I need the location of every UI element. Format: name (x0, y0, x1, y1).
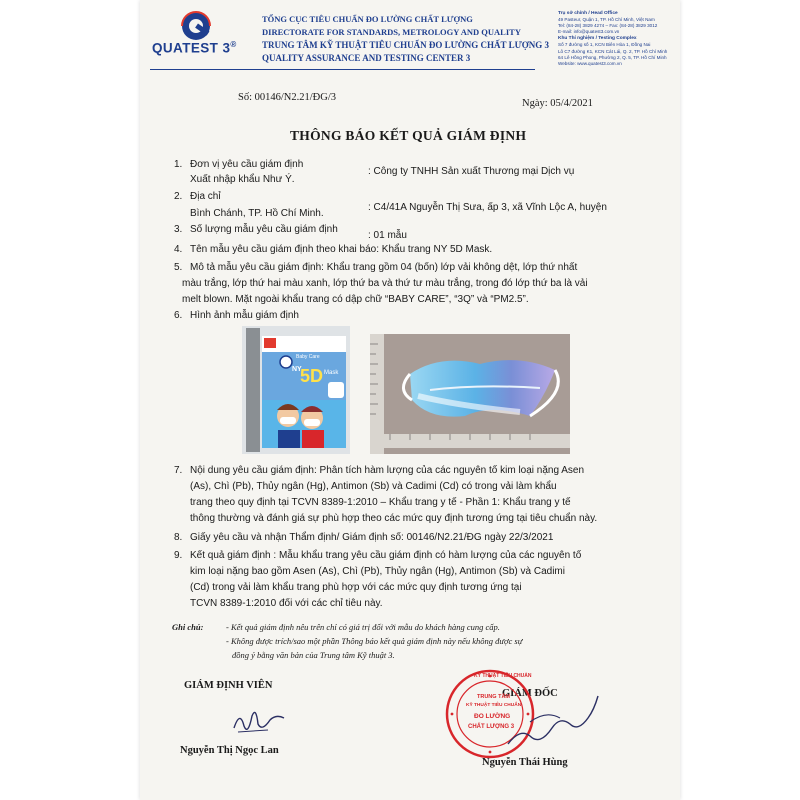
item-5-line-2: màu trắng, lớp thứ hai màu xanh, lớp thứ ba và thứ tư màu trắng, trong đó lớp thứ ba là vải (182, 278, 588, 289)
stamp-ring-text: KỸ THUẬT TIÊU CHUẨN (474, 673, 532, 679)
item-2-label: Địa chỉ (190, 191, 221, 202)
item-2-label-cont: Bình Chánh, TP. Hồ Chí Minh. (190, 208, 324, 219)
sample-mask-photo (370, 334, 570, 454)
director-title: GIÁM ĐỐC (502, 688, 558, 699)
org-line-4: QUALITY ASSURANCE AND TESTING CENTER 3 (262, 53, 471, 63)
stamp-line-1: TRUNG TÂM (477, 694, 510, 700)
item-2-value: : C4/41A Nguyễn Thị Sưa, ấp 3, xã Vĩnh Lộc A, huyện (368, 202, 607, 213)
box-5d: 5D (300, 366, 324, 386)
notes-label: Ghi chú: (172, 622, 204, 632)
item-1-label-cont: Xuất nhập khẩu Như Ý. (190, 174, 295, 185)
stamp-line-4: CHẤT LƯỢNG 3 (468, 724, 515, 730)
box-title: NY (292, 366, 302, 373)
inspector-name: Nguyễn Thị Ngọc Lan (180, 745, 279, 756)
item-7-line-2: (As), Chì (Pb), Thủy ngân (Hg), Antimon (Sb) và Cadimi (Cd) có trong vải làm khẩu (190, 481, 557, 492)
header-rule (150, 69, 535, 70)
box-brand: Baby Care (296, 354, 320, 360)
quatest-logo (152, 8, 252, 64)
item-5-line-1: Mô tả mẫu yêu cầu giám định: Khẩu trang gồm 04 (bốn) lớp vải không dệt, lớp thứ nhất (190, 262, 578, 273)
stamp-line-3: ĐO LƯỜNG (474, 713, 511, 720)
item-7-line-3: trang theo quy định tại TCVN 8389-1:2010 – Khẩu trang y tế - Phần 1: Khẩu trang y tế (190, 497, 571, 508)
stamp-line-2: KỸ THUẬT TIÊU CHUẨN (466, 703, 522, 708)
document-page: QUATEST 3® TỔNG CỤC TIÊU CHUẨN ĐO LƯỜNG CHẤT LƯỢNG DIRECTORATE FOR STANDARDS, METROLOGY AND QUALITY TRUNG TÂM KỸ THUẬT TIÊU CHUẨN ĐO LƯỜNG CHẤT LƯỢNG 3 QUALITY ASSURANCE AND TESTING CENTER 3 Trụ sở chính / Head Office 49 Pasteur, Quận 1, TP. Hồ Chí Minh, Việt Nam Tel: (84-28) 3829 4274 – Fax: (84-28) 3829 3012 E-mail: info@quatest3.com.vn Khu Thí nghiệm / Testing Complex Số 7 đường số 1, KCN Biên Hòa 1, Đồng Nai Lô C7 đường K1, KCN Cát Lái, Q. 2, TP. Hồ Chí Minh 64 Lê Hồng Phong, Phường 2, Q. 5, TP. Hồ Chí Minh Website: www.quatest3.com.vn Số: 00146/N2.21/ĐG/3 Ngày: 05/4/2021 THÔNG BÁO KẾT QUẢ GIÁM ĐỊNH 1. Đơn vị yêu cầu giám định : Công ty TNHH Sản xuất Thương mại Dịch vụ Xuất nhập khẩu Như Ý. 2. Địa chỉ : C4/41A Nguyễn Thị Sưa, ấp 3, xã Vĩnh Lộc A, huyện Bình Chánh, TP. Hồ Chí Minh. 3. Số lượng mẫu yêu cầu giám định : 01 mẫu 4. Tên mẫu yêu cầu giám định theo khai báo: Khẩu trang NY 5D Mask. 5. Mô tả mẫu yêu cầu giám định: Khẩu trang gồm 04 (bốn) lớp vải không dệt, lớp thứ nhất màu trắng, lớp thứ hai màu xanh, lớp thứ ba và thứ tư màu trắng, trong đó lớp thứ ba là vải melt blown. Mặt ngoài khẩu trang có dập chữ “BABY CARE”, “3Q” và “PM2.5”. 6. Hình ảnh mẫu giám định Baby Care NY 5D Mask 7. Nội dung yêu cầu giám định: Phân tích hàm lượng của các nguyên tố kim loại nặng Asen (As), Chì (Pb), Thủy ngân (Hg), Antimon (Sb) và Cadimi (Cd) có trong vải làm khẩu trang theo quy định tại TCVN 8389-1:2010 – Khẩu trang y tế - Phần 1: Khẩu trang y tế thông thường và đánh giá sự phù hợp theo các mức quy định tương ứng tại tiêu chuẩn này. 8. Giấy yêu cầu và nhận Thẩm định/ Giám định số: 00146/N2.21/ĐG ngày 22/3/2021 9. Kết quả giám định : Mẫu khẩu trang yêu cầu giám định có hàm lượng của các nguyên tố kim loại nặng bao gồm Asen (As), Chì (Pb), Thủy ngân (Hg), Antimon (Sb) và Cadimi (Cd) trong vải làm khẩu trang phù hợp với các mức quy định tương ứng tại TCVN 8389-1:2010 đối với các chỉ tiêu này. Ghi chú: - Kết quả giám định nêu trên chỉ có giá trị đối với mẫu do khách hàng cung cấp. - Không được trích/sao một phần Thông báo kết quả giám định này nếu không được sự đồng ý bằng văn bản của Trung tâm Kỹ thuật 3. GIÁM ĐỊNH VIÊN Nguyễn Thị Ngọc Lan GIÁM ĐỐC KỸ THUẬT TIÊU CHUẨN TRUNG TÂM KỸ THUẬT TIÊU CHUẨN ĐO LƯỜNG CHẤT LƯỢNG 3 Nguyễn Thái Hùng (0, 0, 800, 800)
document-number: Số: 00146/N2.21/ĐG/3 (238, 92, 337, 103)
note-1: - Kết quả giám định nêu trên chỉ có giá trị đối với mẫu do khách hàng cung cấp. (226, 622, 500, 632)
note-2-cont: đồng ý bằng văn bản của Trung tâm Kỹ thuật 3. (232, 650, 395, 660)
org-line-2: DIRECTORATE FOR STANDARDS, METROLOGY AND QUALITY (262, 27, 521, 37)
item-9-line-2: kim loại nặng bao gồm Asen (As), Chì (Pb), Thủy ngân (Hg), Antimon (Sb) và Cadimi (190, 566, 565, 577)
item-6-text: Hình ảnh mẫu giám định (190, 310, 299, 321)
office-info: Trụ sở chính / Head Office 49 Pasteur, Quận 1, TP. Hồ Chí Minh, Việt Nam Tel: (84-28) 3829 4274 – Fax: (84-28) 3829 3012 E-mail: info@quatest3.com.vn Khu Thí nghiệm / Testing Complex Số 7 đường số 1, KCN Biên Hòa 1, Đồng Nai Lô C7 đường K1, KCN Cát Lái, Q. 2, TP. Hồ Chí Minh 64 Lê Hồng Phong, Phường 2, Q. 5, TP. Hồ Chí Minh Website: www.quatest3.com.vn (558, 11, 668, 66)
logo-wordmark: QUATEST 3® (152, 40, 237, 56)
document-title: THÔNG BÁO KẾT QUẢ GIÁM ĐỊNH (290, 128, 527, 143)
item-9-line-4: TCVN 8389-1:2010 đối với các chỉ tiêu này. (190, 598, 383, 609)
item-9-line-1: Kết quả giám định : Mẫu khẩu trang yêu cầu giám định có hàm lượng của các nguyên tố (190, 550, 582, 561)
director-signature (500, 688, 600, 763)
item-9-line-3: (Cd) trong vải làm khẩu trang phù hợp với các mức quy định tương ứng tại (190, 582, 522, 593)
document-date: Ngày: 05/4/2021 (522, 98, 593, 109)
inspector-title: GIÁM ĐỊNH VIÊN (184, 680, 273, 691)
org-line-3: TRUNG TÂM KỸ THUẬT TIÊU CHUẨN ĐO LƯỜNG CHẤT LƯỢNG 3 (262, 40, 550, 50)
item-8-text: Giấy yêu cầu và nhận Thẩm định/ Giám định số: 00146/N2.21/ĐG ngày 22/3/2021 (190, 532, 554, 543)
item-1-value: : Công ty TNHH Sản xuất Thương mại Dịch vụ (368, 166, 575, 177)
box-mask: Mask (324, 370, 339, 376)
item-7-line-1: Nội dung yêu cầu giám định: Phân tích hàm lượng của các nguyên tố kim loại nặng Asen (190, 465, 585, 476)
item-3-value: : 01 mẫu (368, 230, 407, 241)
item-7-line-4: thông thường và đánh giá sự phù hợp theo các mức quy định tương ứng tại tiêu chuẩn này. (190, 513, 598, 524)
item-1-label: Đơn vị yêu cầu giám định (190, 159, 304, 170)
item-3-label: Số lượng mẫu yêu cầu giám định (190, 224, 338, 235)
org-line-1: TỔNG CỤC TIÊU CHUẨN ĐO LƯỜNG CHẤT LƯỢNG (262, 14, 473, 24)
director-name: Nguyễn Thái Hùng (482, 757, 568, 768)
sample-box-photo (242, 326, 350, 454)
item-5-line-3: melt blown. Mặt ngoài khẩu trang có dập chữ “BABY CARE”, “3Q” và “PM2.5”. (182, 294, 529, 305)
inspector-signature (228, 702, 288, 741)
item-4-text: Tên mẫu yêu cầu giám định theo khai báo: Khẩu trang NY 5D Mask. (190, 244, 493, 255)
note-2: - Không được trích/sao một phần Thông báo kết quả giám định này nếu không được sự (226, 636, 523, 646)
